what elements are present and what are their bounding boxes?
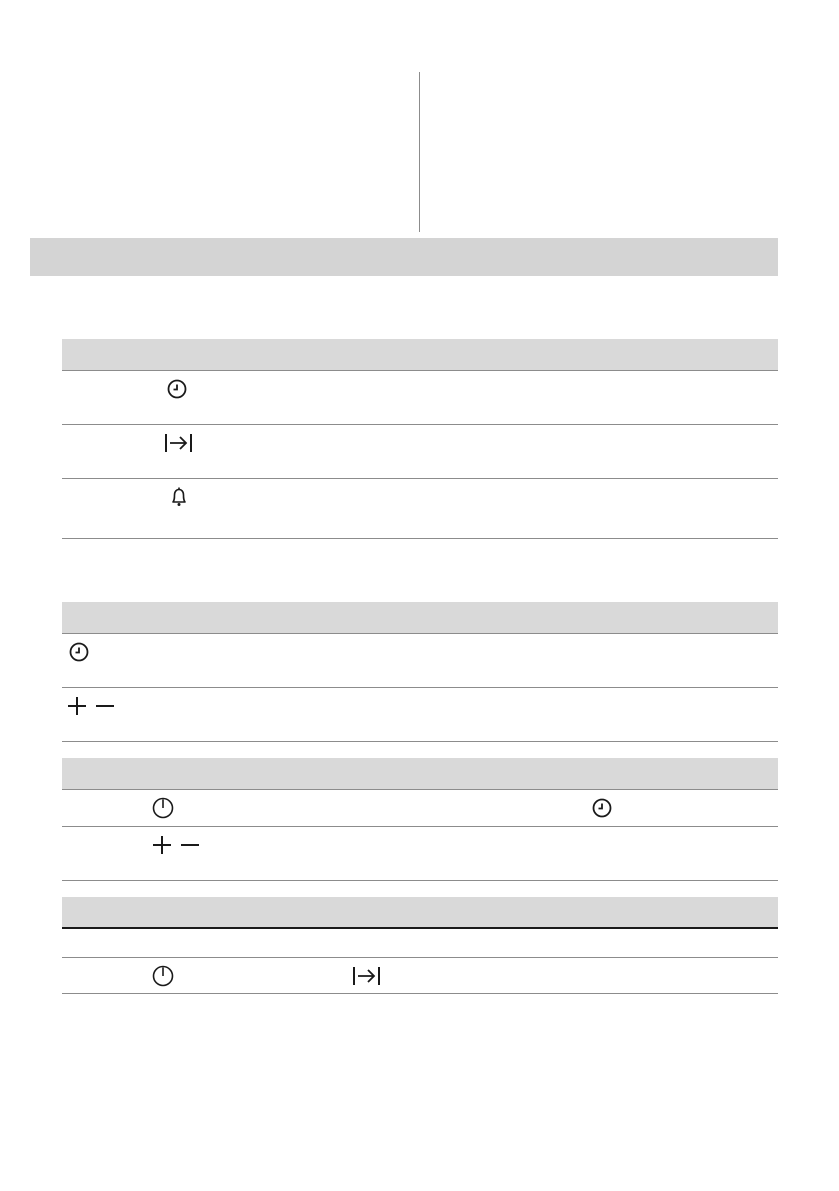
bell-icon — [170, 486, 188, 508]
table-3-rule — [62, 826, 778, 827]
plus-icon — [67, 696, 87, 716]
clock-icon — [68, 641, 90, 663]
table-4-rule — [62, 993, 778, 994]
arrow-to-bar-icon — [164, 432, 194, 454]
power-icon — [151, 964, 175, 988]
table-4-header — [62, 897, 778, 929]
table-3-rule — [62, 789, 778, 790]
minus-icon — [95, 696, 115, 716]
plus-icon — [152, 835, 172, 855]
table-3-header — [62, 758, 778, 790]
section-heading-band — [30, 238, 778, 276]
column-divider — [419, 72, 420, 232]
table-4-rule — [62, 927, 778, 929]
table-2-rule — [62, 741, 778, 742]
power-icon — [151, 796, 175, 820]
clock-icon — [591, 797, 613, 819]
clock-icon — [166, 378, 188, 400]
table-1-rule — [62, 538, 778, 539]
table-1-rule — [62, 424, 778, 425]
minus-icon — [180, 835, 200, 855]
arrow-to-bar-icon — [352, 965, 382, 987]
table-2-rule — [62, 633, 778, 634]
table-4-rule — [62, 957, 778, 958]
table-3-rule — [62, 880, 778, 881]
table-2-header — [62, 602, 778, 634]
table-2-rule — [62, 687, 778, 688]
table-1-rule — [62, 478, 778, 479]
table-1-header — [62, 339, 778, 371]
table-1-rule — [62, 370, 778, 371]
